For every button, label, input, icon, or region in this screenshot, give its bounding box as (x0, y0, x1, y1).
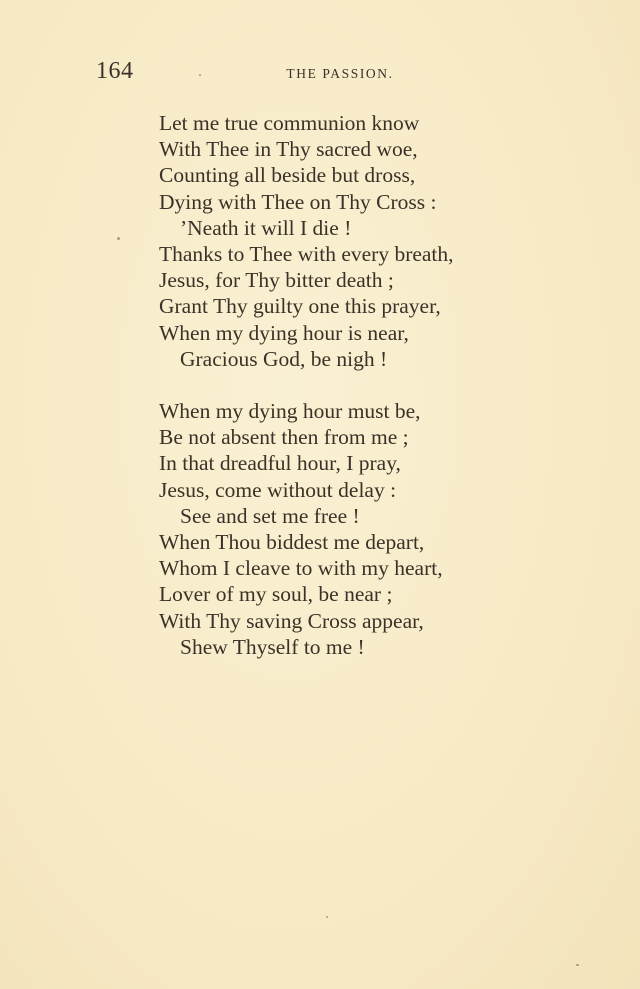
poem-line: Jesus, come without delay : (159, 477, 397, 502)
poem-line: With Thy saving Cross appear, (159, 608, 424, 633)
poem-line: With Thee in Thy sacred woe, (159, 137, 418, 162)
poem-line-refrain: See and set me free ! (180, 503, 360, 528)
poem-line: Lover of my soul, be near ; (159, 582, 393, 607)
poem-line-refrain: Gracious God, be nigh ! (180, 346, 388, 371)
page-number: 164 (96, 58, 134, 84)
poem-line: Dying with Thee on Thy Cross : (159, 189, 437, 214)
poem-line: Grant Thy guilty one this prayer, (159, 294, 441, 319)
poem-line: Let me true communion know (159, 111, 420, 135)
paper-speck (326, 916, 328, 918)
poem-line: When Thou biddest me depart, (159, 530, 425, 555)
stanza-1 (159, 110, 619, 372)
stanza-2 (159, 398, 619, 660)
poem-line-refrain: ’Neath it will I die ! (180, 215, 352, 240)
paper-speck (117, 237, 120, 240)
poem-line: Be not absent then from me ; (159, 425, 409, 450)
paper-speck (576, 964, 579, 966)
poem-line: Counting all beside but dross, (159, 163, 416, 188)
poem-line: Whom I cleave to with my heart, (159, 556, 443, 581)
paper-speck (199, 74, 201, 76)
poem-line: Jesus, for Thy bitter death ; (159, 268, 394, 293)
poem-line: When my dying hour is near, (159, 320, 409, 345)
poem-line: When my dying hour must be, (159, 399, 421, 423)
poem-line-refrain: Shew Thyself to me ! (180, 634, 365, 659)
poem-line: In that dreadful hour, I pray, (159, 451, 401, 476)
running-title: THE PASSION. (286, 66, 394, 81)
poem-line: Thanks to Thee with every breath, (159, 242, 454, 267)
